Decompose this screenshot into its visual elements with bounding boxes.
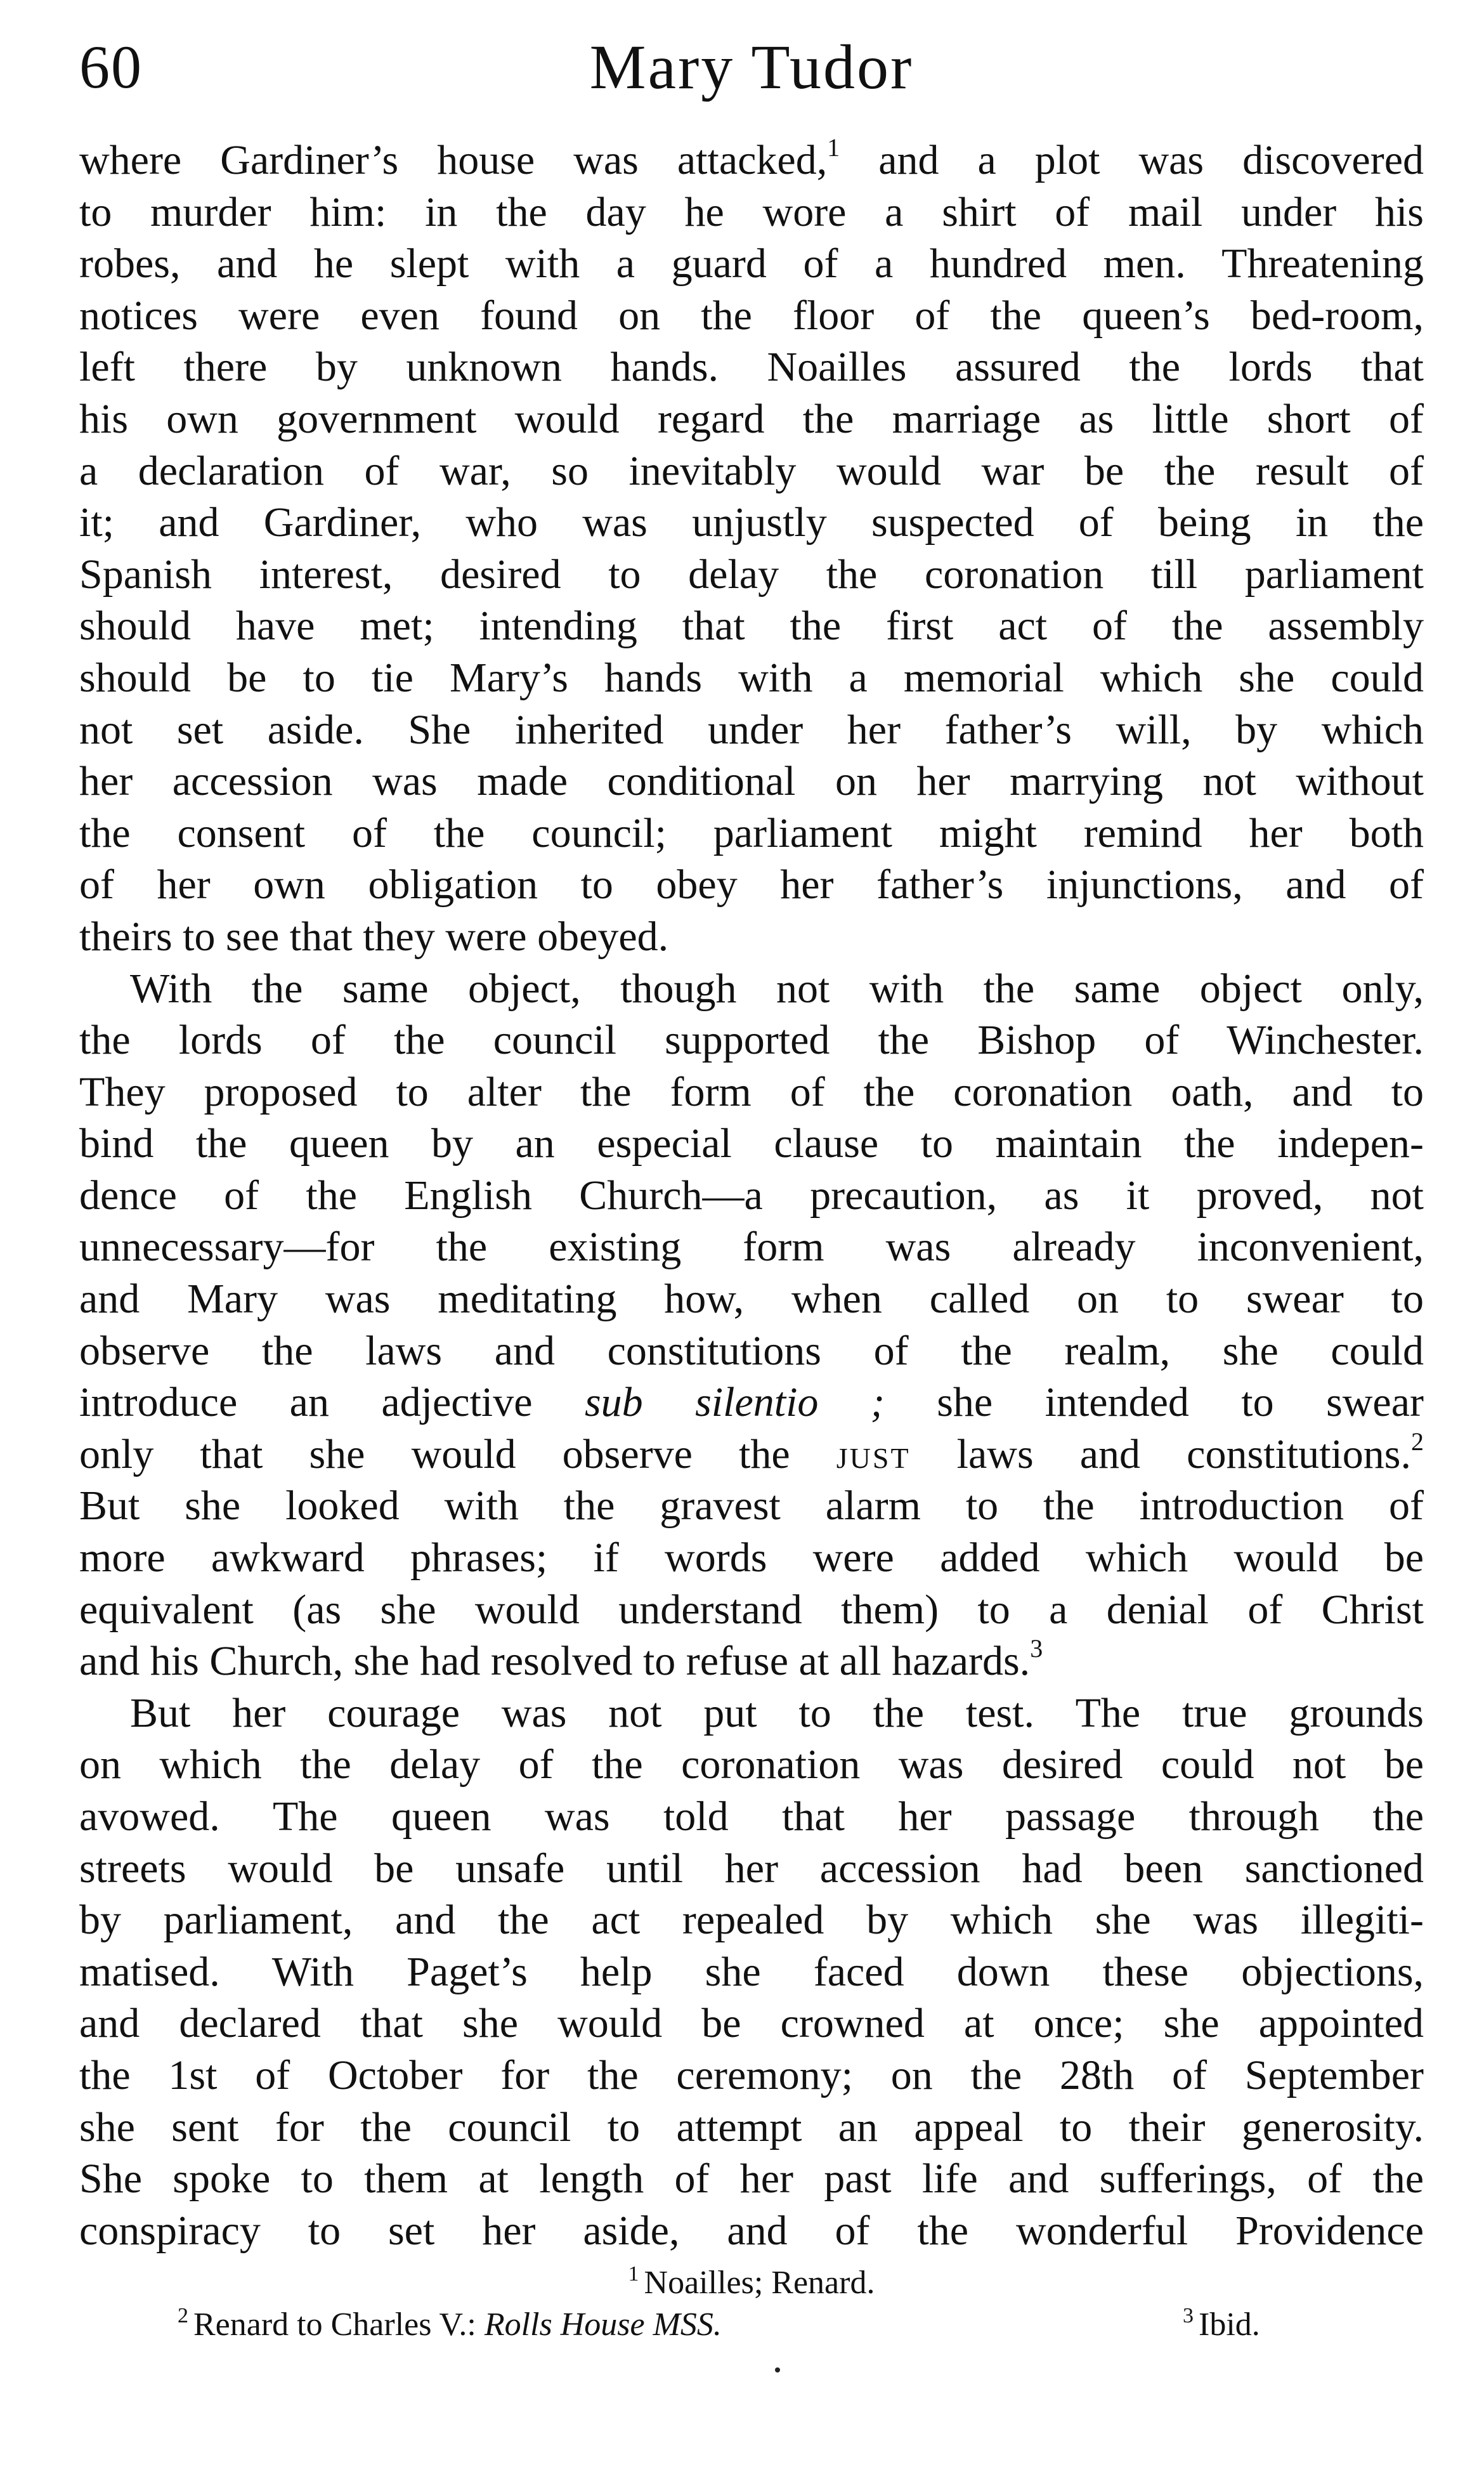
footnote-ref-2: 2 — [1411, 1427, 1424, 1456]
text-line: her accession was made conditional on her marrying not without — [79, 758, 1424, 805]
text-line: the lords of the council supported the Bishop of Winchester. — [79, 1017, 1424, 1064]
text-line: observe the laws and constitutions of the realm, she could — [79, 1327, 1424, 1374]
text-line: dence of the English Church—a precaution, as it proved, not — [79, 1172, 1424, 1219]
text-line: streets would be unsafe until her accession had been sanctioned — [79, 1845, 1424, 1892]
text-line: notices were even found on the floor of the queen’s bed-room, — [79, 292, 1424, 339]
text-line: and Mary was meditating how, when called on to swear to — [79, 1276, 1424, 1323]
footnote-2: $^2$ Renard to Charles V.: Rolls House MSS. — [178, 2304, 722, 2343]
paragraph-start-line: But her courage was not put to the test. The true grounds — [130, 1689, 1424, 1736]
stray-dot-mark — [775, 2367, 780, 2373]
text-line: only that she would observe the just laws and constitutions.$^2$ — [79, 1427, 1424, 1477]
body-text — [79, 134, 1424, 2256]
text-line: introduce an adjective sub silentio ; she intended to swear — [79, 1379, 1424, 1426]
text-line: where Gardiner’s house was attacked,$^1$ and a plot was discovered — [79, 133, 1424, 183]
text-line: his own government would regard the marriage as little short of — [79, 395, 1424, 442]
text-line: and his Church, she had resolved to refuse at all hazards.$^3$ — [79, 1634, 1043, 1685]
paragraph-start-line: With the same object, though not with the same object only, — [130, 965, 1424, 1012]
text-line: more awkward phrases; if words were added which would be — [79, 1535, 1424, 1581]
running-title: Mary Tudor — [589, 32, 914, 102]
text-line: conspiracy to set her aside, and of the wonderful Providence — [79, 2207, 1424, 2254]
text-line: theirs to see that they were obeyed. — [79, 913, 669, 960]
page-number: 60 — [79, 33, 143, 101]
text-line: not set aside. She inherited under her father’s will, by which — [79, 706, 1424, 753]
page-header — [79, 24, 1424, 107]
text-line: by parliament, and the act repealed by which she was illegiti- — [79, 1897, 1424, 1944]
small-caps-word: just — [836, 1430, 911, 1477]
text-line: matised. With Paget’s help she faced down these objections, — [79, 1948, 1424, 1995]
footnote-1: $^1$ Noailles; Renard. — [628, 2262, 875, 2301]
text-line: it; and Gardiner, who was unjustly suspected of being in the — [79, 499, 1424, 546]
italic-phrase: sub silentio ; — [584, 1379, 885, 1426]
text-line: the consent of the council; parliament might remind her both — [79, 809, 1424, 856]
footnote-row — [79, 2304, 1424, 2346]
text-line: to murder him: in the day he wore a shirt of mail under his — [79, 188, 1424, 235]
text-line: and declared that she would be crowned at once; she appointed — [79, 2000, 1424, 2047]
footnote-ref-1: 1 — [827, 133, 840, 162]
text-line: should have met; intending that the first act of the assembly — [79, 603, 1424, 650]
text-line: avowed. The queen was told that her passage through the — [79, 1793, 1424, 1840]
text-line: They proposed to alter the form of the coronation oath, and to — [79, 1068, 1424, 1115]
footnotes — [79, 2262, 1424, 2346]
text-line: of her own obligation to obey her father’s injunctions, and of — [79, 861, 1424, 908]
text-line: But she looked with the gravest alarm to the introduction of — [79, 1482, 1424, 1529]
footnote-3: $^3$ Ibid. — [1183, 2304, 1260, 2343]
text-line: a declaration of war, so inevitably would war be the result of — [79, 447, 1424, 494]
text-line: unnecessary—for the existing form was already inconvenient, — [79, 1224, 1424, 1271]
text-line: she sent for the council to attempt an appeal to their generosity. — [79, 2104, 1424, 2150]
footnote-ref-3: 3 — [1030, 1634, 1043, 1663]
text-line: on which the delay of the coronation was desired could not be — [79, 1741, 1424, 1788]
text-line: bind the queen by an especial clause to maintain the indepen- — [79, 1120, 1424, 1167]
text-line: She spoke to them at length of her past life and sufferings, of the — [79, 2156, 1424, 2202]
text-line: left there by unknown hands. Noailles assured the lords that — [79, 344, 1424, 391]
text-line: robes, and he slept with a guard of a hundred men. Threatening — [79, 240, 1424, 287]
text-line: should be to tie Mary’s hands with a memorial which she could — [79, 654, 1424, 701]
text-line: Spanish interest, desired to delay the coronation till parliament — [79, 551, 1424, 598]
text-line: equivalent (as she would understand them) to a denial of Christ — [79, 1586, 1424, 1633]
text-line: the 1st of October for the ceremony; on the 28th of September — [79, 2052, 1424, 2098]
